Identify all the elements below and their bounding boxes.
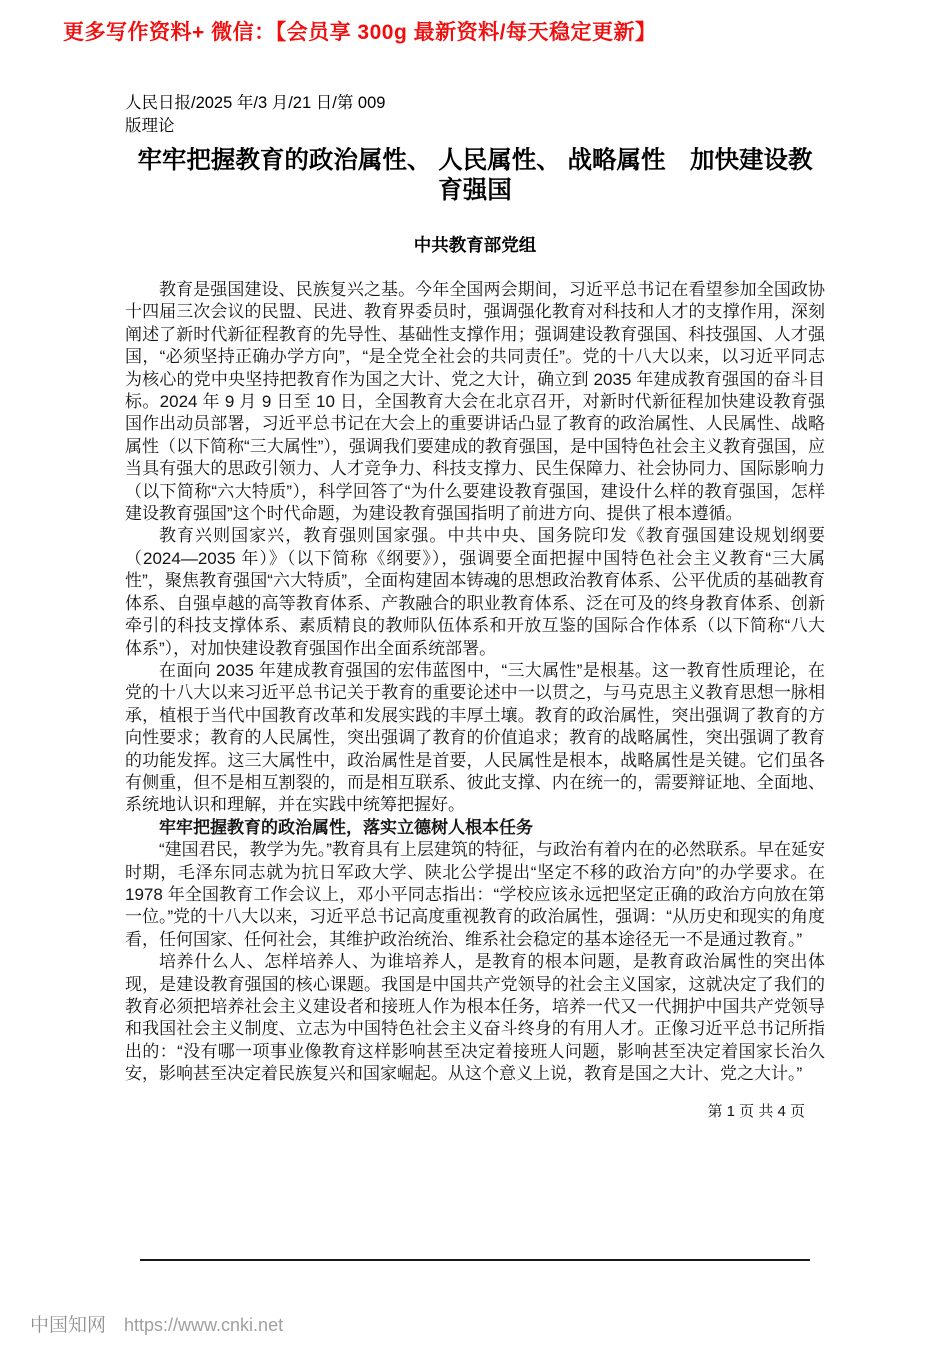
footer-divider: [140, 1259, 810, 1261]
article-paragraph: 在面向 2035 年建成教育强国的宏伟蓝图中，“三大属性”是根基。这一教育性质理论，在党的十八大以来习近平总书记关于教育的重要论述中一以贯之，与马克思主义教育思想一脉相承，植根于当代中国教育改革和发展实践的丰厚土壤。教育的政治属性，突出强调了教育的方向性要求；教育的人民属性，突出强调了教育的价值追求；教育的战略属性，突出强调了教育的功能发挥。这三大属性中，政治属性是首要，人民属性是根本，战略属性是关键。它们虽各有侧重，但不是相互割裂的，而是相互联系、彼此支撑、内在统一的，需要辩证地、全面地、系统地认识和理解，并在实践中统筹把握好。: [125, 660, 825, 815]
section-heading: 牢牢把握教育的政治属性，落实立德树人根本任务: [159, 817, 533, 837]
article-paragraph: 教育是强国建设、民族复兴之基。今年全国两会期间，习近平总书记在看望参加全国政协十四届三次会议的民盟、民进、教育界委员时，强调强化教育对科技和人才的支撑作用，深刻阐述了新时代新征程教育的先导性、基础性支撑作用；强调建设教育强国、科技强国、人才强国，“必须坚持正确办学方向”，“是全党全社会的共同责任”。党的十八大以来，以习近平同志为核心的党中央坚持把教育作为国之大计、党之大计，确立到 2035 年建成教育强国的奋斗目标。2024 年 9 月 9 日至 10 日，全国教育大会在北京召开，对新时代新征程加快建设教育强国作出动员部署，习近平总书记在大会上的重要讲话凸显了教育的政治属性、人民属性、战略属性（以下简称“三大属性”），强调我们要建成的教育强国，是中国特色社会主义教育强国，应当具有强大的思政引领力、人才竞争力、科技支撑力、民生保障力、社会协同力、国际影响力（以下简称“六大特质”），科学回答了“为什么要建设教育强国，建设什么样的教育强国，怎样建设教育强国”这个时代命题，为建设教育强国指明了前进方向、提供了根本遵循。: [125, 280, 825, 524]
page-indicator: 第 1 页 共 4 页: [707, 1102, 805, 1120]
document-page: [125, 92, 825, 1121]
article-title: 牢牢把握教育的政治属性、 人民属性、 战略属性 加快建设教育强国: [137, 147, 813, 204]
cnki-footer: [30, 1310, 283, 1337]
promo-banner: 更多写作资料+ 微信：【会员享 300g 最新资料/每天稳定更新】: [63, 21, 657, 44]
article-body: [125, 279, 825, 1086]
publication-line-2: 版理论: [125, 117, 175, 135]
cnki-url-link[interactable]: https://www.cnki.net: [124, 1315, 284, 1335]
publication-line-1: 人民日报/2025 年/3 月/21 日/第 009: [125, 94, 386, 112]
article-paragraph: “建国君民，教学为先。”教育具有上层建筑的特征，与政治有着内在的必然联系。早在延安时期，毛泽东同志就为抗日军政大学、陕北公学提出“坚定不移的政治方向”的办学要求。在 1978 年全国教育工作会议上，邓小平同志指出：“学校应该永远把坚定正确的政治方向放在第一位。”党的十八大以来，习近平总书记高度重视教育的政治属性，强调：“从历史和现实的角度看，任何国家、任何社会，其维护政治统治、维系社会稳定的基本途径无一不是通过教育。”: [125, 840, 825, 949]
cnki-logo-text: 中国知网: [30, 1315, 107, 1336]
article-author: 中共教育部党组: [413, 235, 537, 255]
article-paragraph: 培养什么人、怎样培养人、为谁培养人，是教育的根本问题，是教育政治属性的突出体现，是建设教育强国的核心课题。我国是中国共产党领导的社会主义国家，这就决定了我们的教育必须把培养社会主义建设者和接班人作为根本任务，培养一代又一代拥护中国共产党领导和我国社会主义制度、立志为中国特色社会主义奋斗终身的有用人才。正像习近平总书记所指出的：“没有哪一项事业像教育这样影响甚至决定着接班人问题，影响甚至决定着国家长治久安，影响甚至决定着民族复兴和国家崛起。从这个意义上说，教育是国之大计、党之大计。”: [125, 952, 825, 1084]
article-paragraph: 教育兴则国家兴，教育强则国家强。中共中央、国务院印发《教育强国建设规划纲要（2024—2035 年）》（以下简称《纲要》），强调要全面把握中国特色社会主义教育“三大属性”，聚焦教育强国“六大特质”，全面构建固本铸魂的思想政治教育体系、公平优质的基础教育体系、自强卓越的高等教育体系、产教融合的职业教育体系、泛在可及的终身教育体系、创新牵引的科技支撑体系、素质精良的教师队伍体系和开放互鉴的国际合作体系（以下简称“八大体系”），对加快建设教育强国作出全面系统部署。: [125, 526, 825, 658]
publication-info: [125, 92, 825, 138]
